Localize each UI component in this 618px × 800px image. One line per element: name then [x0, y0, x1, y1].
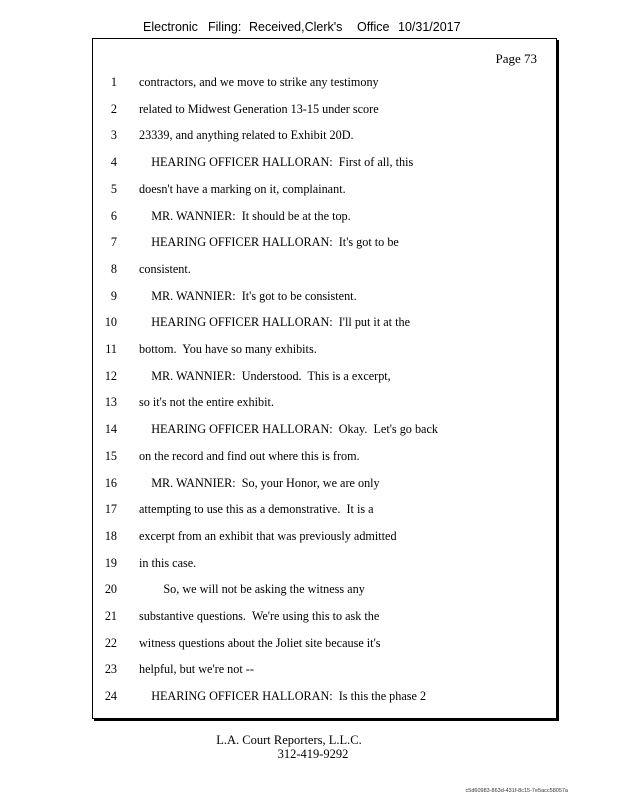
line-number: 14 — [104, 422, 117, 437]
line-number: 20 — [104, 582, 117, 597]
line-number: 6 — [110, 208, 117, 223]
transcript-line — [93, 529, 556, 547]
line-number: 5 — [110, 181, 117, 196]
transcript-line — [93, 502, 556, 520]
transcript-line — [93, 582, 556, 600]
line-text: HEARING OFFICER HALLORAN: First of all, this — [139, 155, 414, 170]
transcript-line — [93, 476, 556, 494]
line-number: 1 — [110, 75, 117, 89]
transcript-line — [93, 155, 556, 173]
transcript-line — [93, 235, 556, 253]
filing-label: Filing: — [208, 20, 242, 34]
line-text: 23339, and anything related to Exhibit 20D. — [139, 128, 354, 143]
filing-date: 10/31/2017 — [398, 20, 461, 34]
transcript-line — [93, 449, 556, 467]
transcript-line — [93, 609, 556, 627]
footer-company: L.A. Court Reporters, L.L.C. — [216, 733, 362, 747]
line-number: 7 — [110, 235, 117, 250]
page-number: Page 73 — [495, 51, 537, 66]
line-number: 22 — [104, 635, 117, 650]
line-number: 15 — [104, 448, 117, 463]
line-text: helpful, but we're not -- — [139, 662, 254, 677]
line-number: 3 — [110, 128, 117, 143]
transcript-line — [93, 289, 556, 307]
line-text: HEARING OFFICER HALLORAN: It's got to be — [139, 235, 399, 250]
transcript-line — [93, 262, 556, 280]
transcript-page — [92, 38, 557, 719]
transcript-line — [93, 662, 556, 680]
line-text: substantive questions. We're using this to ask the — [139, 609, 380, 623]
line-text: HEARING OFFICER HALLORAN: I'll put it at the — [139, 315, 410, 330]
line-text: related to Midwest Generation 13-15 under score — [139, 101, 379, 116]
line-number: 18 — [104, 528, 117, 543]
line-text: consistent. — [139, 261, 191, 276]
transcript-line — [93, 422, 556, 440]
line-number: 2 — [110, 101, 117, 116]
line-number: 12 — [104, 368, 117, 383]
transcript-line — [93, 209, 556, 227]
line-text: doesn't have a marking on it, complainant. — [139, 181, 346, 196]
transcript-line — [93, 689, 556, 707]
transcript-line — [93, 342, 556, 360]
line-number: 13 — [104, 395, 117, 410]
line-number: 10 — [104, 315, 117, 330]
line-number: 4 — [110, 155, 117, 170]
line-number: 16 — [104, 475, 117, 490]
document-id: c5d60983-863d-431f-8c15-7e5acc58057a — [465, 788, 568, 794]
line-text: bottom. You have so many exhibits. — [139, 342, 317, 356]
line-number: 11 — [105, 342, 117, 356]
footer-phone: 312-419-9292 — [277, 747, 349, 761]
transcript-line — [93, 75, 556, 93]
transcript-line — [93, 636, 556, 654]
line-number: 9 — [110, 288, 117, 303]
transcript-line — [93, 102, 556, 120]
line-text: MR. WANNIER: So, your Honor, we are only — [139, 475, 380, 490]
line-number: 17 — [104, 502, 117, 517]
line-text: MR. WANNIER: Understood. This is a excerpt, — [139, 368, 391, 383]
line-number: 23 — [104, 662, 117, 677]
line-text: so it's not the entire exhibit. — [139, 395, 274, 410]
filing-received: Received,Clerk's — [249, 20, 343, 34]
transcript-line — [93, 128, 556, 146]
filing-office: Office — [357, 20, 390, 34]
line-text: excerpt from an exhibit that was previously admitted — [139, 528, 397, 543]
line-text: MR. WANNIER: It should be at the top. — [139, 208, 351, 223]
line-text: in this case. — [139, 555, 197, 570]
line-text: HEARING OFFICER HALLORAN: Is this the phase 2 — [139, 689, 427, 704]
transcript-line — [93, 182, 556, 200]
line-text: HEARING OFFICER HALLORAN: Okay. Let's go back — [139, 422, 438, 437]
line-text: attempting to use this as a demonstrative. It is a — [139, 502, 374, 517]
line-text: MR. WANNIER: It's got to be consistent. — [139, 288, 357, 303]
filing-electronic: Electronic — [143, 20, 198, 34]
line-text: witness questions about the Joliet site because it's — [139, 635, 381, 650]
line-number: 8 — [110, 261, 117, 276]
filing-header — [0, 20, 618, 36]
line-number: 19 — [104, 555, 117, 570]
transcript-line — [93, 369, 556, 387]
transcript-line — [93, 395, 556, 413]
line-text: on the record and find out where this is from. — [139, 448, 360, 463]
transcript-line — [93, 556, 556, 574]
line-text: contractors, and we move to strike any testimony — [139, 75, 379, 89]
line-number: 21 — [104, 609, 117, 623]
transcript-line — [93, 315, 556, 333]
line-text: So, we will not be asking the witness any — [139, 582, 365, 597]
line-number: 24 — [104, 689, 117, 704]
